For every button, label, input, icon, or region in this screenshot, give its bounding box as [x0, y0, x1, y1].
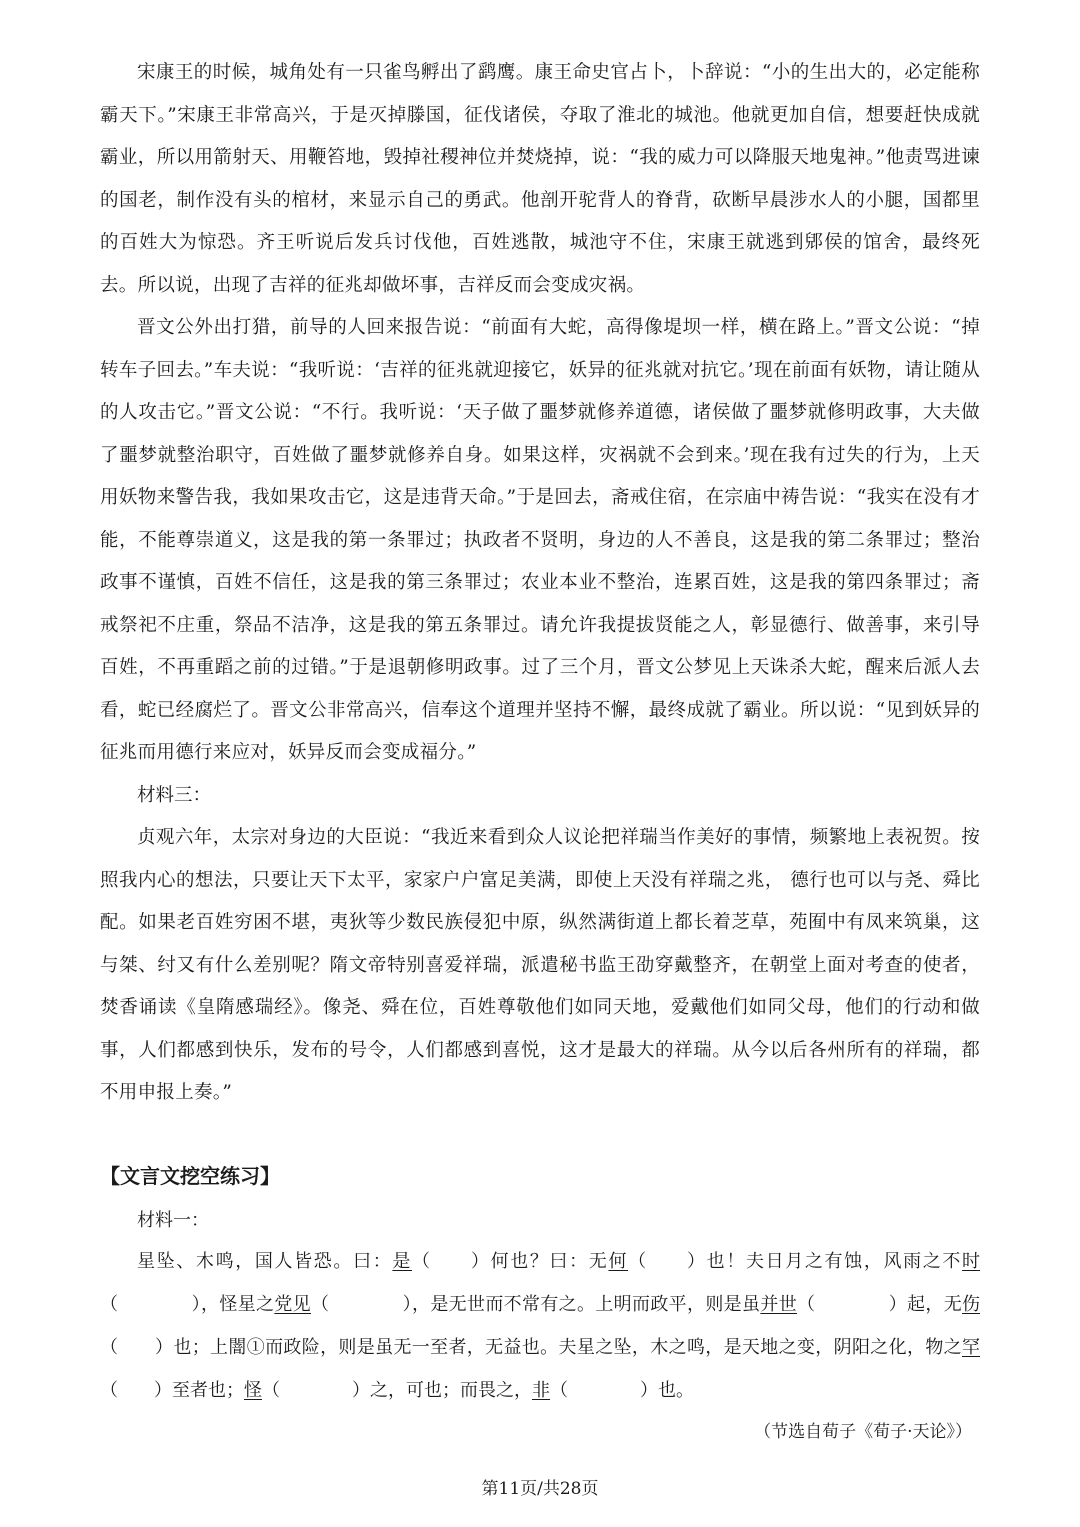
- material-three-label: 材料三：: [137, 784, 212, 806]
- underlined-keyword: 怪: [244, 1380, 262, 1401]
- underlined-keyword: 时: [962, 1251, 981, 1272]
- exercise-text-segment: （ ）至者也；: [100, 1380, 244, 1401]
- passage-zhenguan: 贞观六年，太宗对身边的大臣说：“我近来看到众人议论把祥瑞当作美好的事情，频繁地上表祝贺。按照我内心的想法，只要让天下太平，家家户户富足美满，即使上天没有祥瑞之兆， 德行也可以与尧、舜比配。如果老百姓穷困不堪，夷狄等少数民族侵犯中原，纵然满街道上都长着芝草，苑囿中有凤来筑巢，这与桀、纣又有什么差别呢？隋文帝特别喜爱祥瑞，派遣秘书监王劭穿戴整齐，在朝堂上面对考查的使者，焚香诵读《皇隋感瑞经》。像尧、舜在位，百姓尊敬他们如同天地，爱戴他们如同父母，他们的行动和做事，人们都感到快乐，发布的号令，人们都感到喜悦，这才是最大的祥瑞。从今以后各州所有的祥瑞，都不用申报上奏。”: [100, 827, 980, 1103]
- underlined-keyword: 何: [608, 1251, 629, 1272]
- exercise-heading: 【文言文挖空练习】: [100, 1164, 280, 1188]
- material-one-label: 材料一：: [137, 1210, 209, 1231]
- exercise-text-segment: （ ）也；上闇①而政险，则是虽无一至者，无益也。夫星之坠，木之鸣，是天地之变，阴阳之化，物之: [100, 1337, 962, 1358]
- exercise-text-segment: （ ）也。: [550, 1380, 694, 1401]
- exercise-text-segment: （ ）起，无: [797, 1294, 963, 1315]
- exercise-text-segment: （ ）也！夫日月之有蚀，风雨之不: [628, 1251, 963, 1272]
- underlined-keyword: 党见: [274, 1294, 312, 1315]
- underlined-keyword: 伤: [962, 1294, 981, 1315]
- underlined-keyword: 非: [532, 1380, 550, 1401]
- source-citation: （节选自荀子《荀子·天论》）: [754, 1422, 972, 1442]
- exercise-text-segment: 星坠、木鸣，国人皆恐。曰：: [137, 1251, 393, 1272]
- exercise-text-segment: （ ），是无世而不常有之。上明而政平，则是虽: [311, 1294, 761, 1315]
- exercise-text-segment: （ ）之，可也；而畏之，: [262, 1380, 532, 1401]
- exercise-text-segment: （ ），怪星之: [100, 1294, 275, 1315]
- document-body: [100, 52, 980, 1115]
- underlined-keyword: 是: [392, 1251, 413, 1272]
- exercise-text-segment: （ ）何也？曰：无: [412, 1251, 609, 1272]
- page-number: 第11页/共28页: [481, 1479, 599, 1499]
- fill-in-blank-exercise: [100, 1240, 980, 1412]
- underlined-keyword: 罕: [962, 1337, 980, 1358]
- underlined-keyword: 并世: [760, 1294, 798, 1315]
- passage-song-kang-wang: 宋康王的时候，城角处有一只雀鸟孵出了鹞鹰。康王命史官占卜，卜辞说：“小的生出大的，必定能称霸天下。”宋康王非常高兴，于是灭掉滕国，征伐诸侯，夺取了淮北的城池。他就更加自信，想要赶快成就霸业，所以用箭射天、用鞭笞地，毁掉社稷神位并焚烧掉，说：“我的威力可以降服天地鬼神。”他责骂进谏的国老，制作没有头的棺材，来显示自己的勇武。他剖开驼背人的脊背，砍断早晨涉水人的小腿，国都里的百姓大为惊恐。齐王听说后发兵讨伐他，百姓逃散，城池守不住，宋康王就逃到郳侯的馆舍，最终死去。所以说，出现了吉祥的征兆却做坏事，吉祥反而会变成灾祸。: [100, 62, 980, 296]
- passage-jin-wen-gong: 晋文公外出打猎，前导的人回来报告说：“前面有大蛇，高得像堤坝一样，横在路上。”晋文公说：“掉转车子回去。”车夫说：“我听说：‘吉祥的征兆就迎接它，妖异的征兆就对抗它。’现在前面有妖物，请让随从的人攻击它。”晋文公说：“不行。我听说：‘天子做了噩梦就修养道德，诸侯做了噩梦就修明政事，大夫做了噩梦就整治职守，百姓做了噩梦就修养自身。如果这样，灾祸就不会到来。’现在我有过失的行为，上天用妖物来警告我，我如果攻击它，这是违背天命。”于是回去，斋戒住宿，在宗庙中祷告说：“我实在没有才能，不能尊崇道义，这是我的第一条罪过；执政者不贤明，身边的人不善良，这是我的第二条罪过；整治政事不谨慎，百姓不信任，这是我的第三条罪过；农业本业不整治，连累百姓，这是我的第四条罪过；斋戒祭祀不庄重，祭品不洁净，这是我的第五条罪过。请允许我提拔贤能之人，彰显德行、做善事，来引导百姓，不再重蹈之前的过错。”于是退朝修明政事。过了三个月，晋文公梦见上天诛杀大蛇，醒来后派人去看，蛇已经腐烂了。晋文公非常高兴，信奉这个道理并坚持不懈，最终成就了霸业。所以说：“见到妖异的征兆而用德行来应对，妖异反而会变成福分。”: [100, 317, 980, 763]
